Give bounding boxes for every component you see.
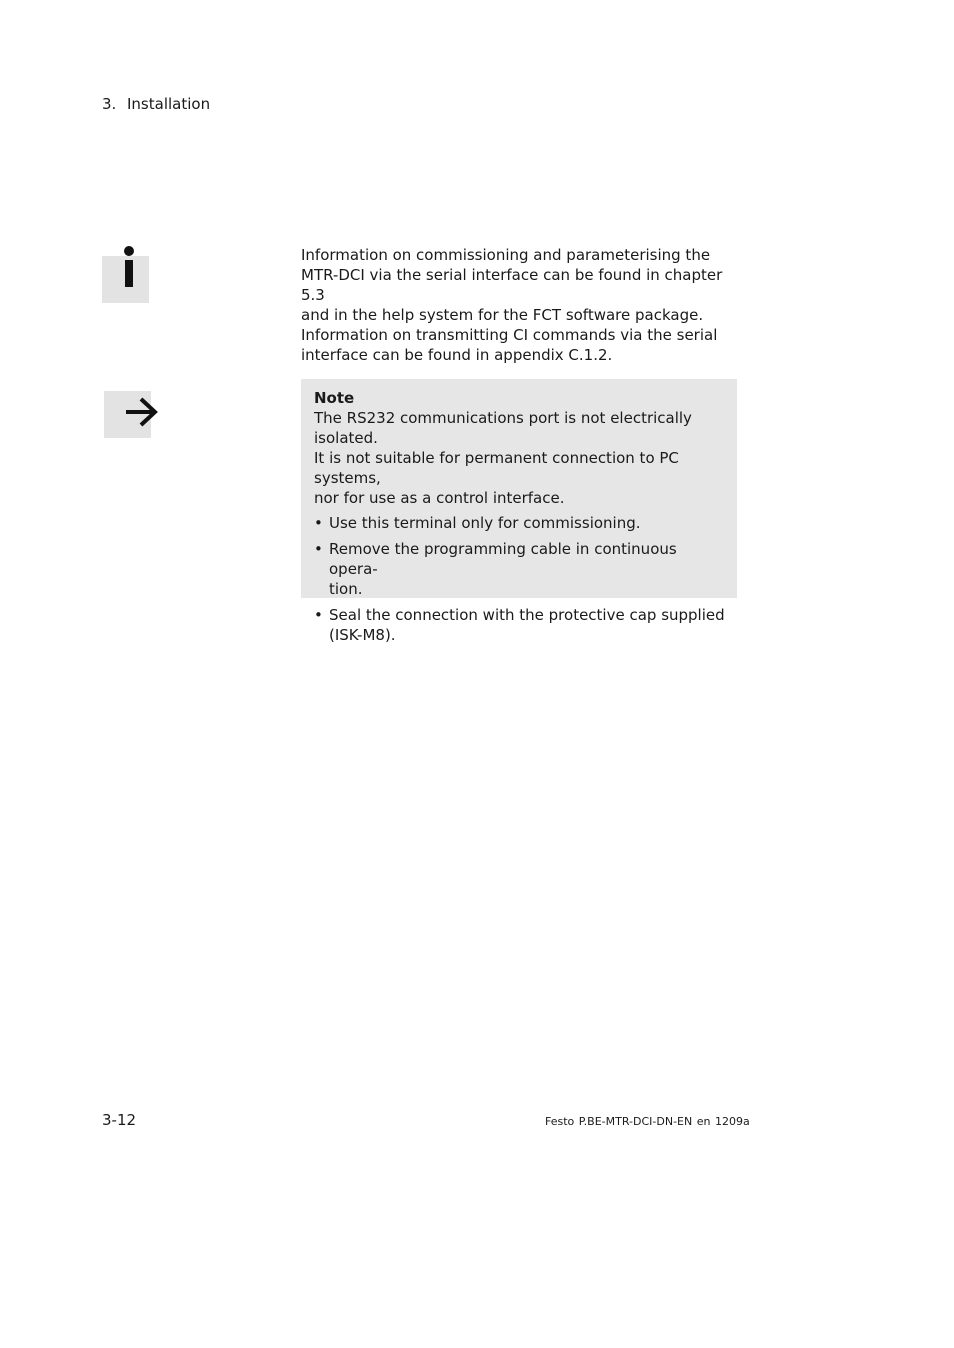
bullet-text: Seal the connection with the protective cap supplied (ISK-M8). — [329, 606, 725, 644]
note-bullet-item — [314, 605, 729, 645]
bullet-text: Use this terminal only for commissioning. — [329, 514, 641, 532]
note-body-line: The RS232 communications port is not electrically isolated. — [314, 409, 692, 447]
bullet-mark: • — [314, 540, 323, 558]
info-line: Information on commissioning and parameterising the — [301, 246, 711, 264]
bullet-mark: • — [314, 606, 323, 624]
note-bullet-item — [314, 539, 729, 599]
note-box — [301, 379, 737, 644]
info-line: and in the help system for the FCT software package. — [301, 306, 704, 324]
note-body-line: It is not suitable for permanent connection to PC systems, — [314, 449, 679, 487]
info-paragraph — [301, 245, 731, 365]
bullet-text: Remove the programming cable in continuous opera- tion. — [329, 540, 677, 598]
document-reference: Festo P.BE-MTR-DCI-DN-EN en 1209a — [545, 1115, 750, 1128]
info-line: Information on transmitting CI commands via the serial — [301, 326, 718, 344]
chapter-header — [102, 95, 210, 113]
chapter-title: Installation — [127, 95, 211, 113]
info-line: interface can be found in appendix C.1.2. — [301, 346, 613, 364]
arrow-right-icon — [104, 391, 151, 438]
info-icon — [102, 256, 149, 303]
note-body-line: nor for use as a control interface. — [314, 489, 565, 507]
note-bullet-item — [314, 513, 729, 533]
note-title: Note — [314, 389, 355, 407]
info-line: MTR-DCI via the serial interface can be found in chapter 5.3 — [301, 266, 723, 304]
note-bullet-list — [314, 513, 729, 645]
bullet-mark: • — [314, 514, 323, 532]
chapter-number: 3. — [102, 95, 117, 113]
page-number: 3-12 — [102, 1111, 137, 1129]
